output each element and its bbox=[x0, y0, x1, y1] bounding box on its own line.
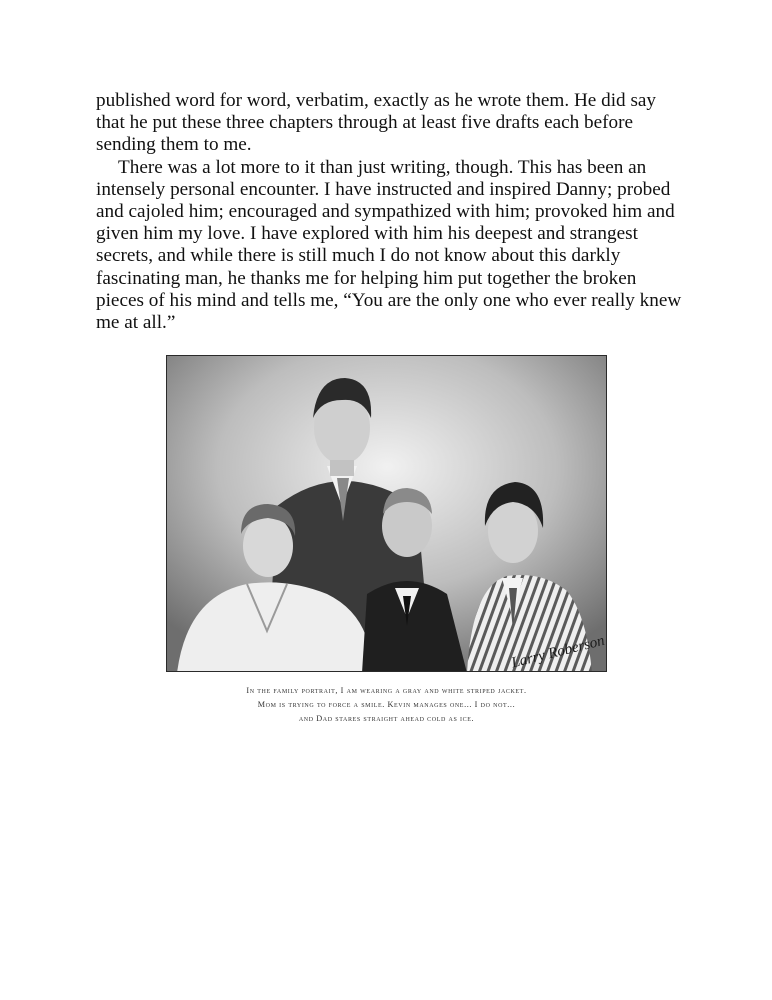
caption-line-1: In the family portrait, I am wearing a gray and white striped jacket. bbox=[246, 686, 527, 695]
photographer-signature: Larry Roberson bbox=[509, 632, 607, 672]
family-portrait-photo bbox=[166, 355, 607, 672]
body-text bbox=[96, 90, 686, 334]
paragraph-1: published word for word, verbatim, exactly as he wrote them. He did say that he put these three chapters through at least five drafts each before sending them to me. bbox=[96, 90, 657, 156]
caption-line-3: and Dad stares straight ahead cold as ice. bbox=[298, 714, 475, 723]
family-portrait-illustration bbox=[167, 356, 607, 672]
paragraph-2: There was a lot more to it than just writing, though. This has been an intensely personal encounter. I have instructed and inspired Danny; probed and cajoled him; encouraged and sympathized with him; provoked him and given him my love. I have explored with him his deepest and strangest secrets, and while there is still much I do not know about this darkly fascinating man, he thanks me for helping him put together the broken pieces of his mind and tells me, “You are the only one who ever really knew me at all.” bbox=[96, 156, 682, 334]
caption-line-2: Mom is trying to force a smile. Kevin manages one... I do not... bbox=[257, 700, 516, 709]
photo-caption bbox=[166, 684, 607, 726]
